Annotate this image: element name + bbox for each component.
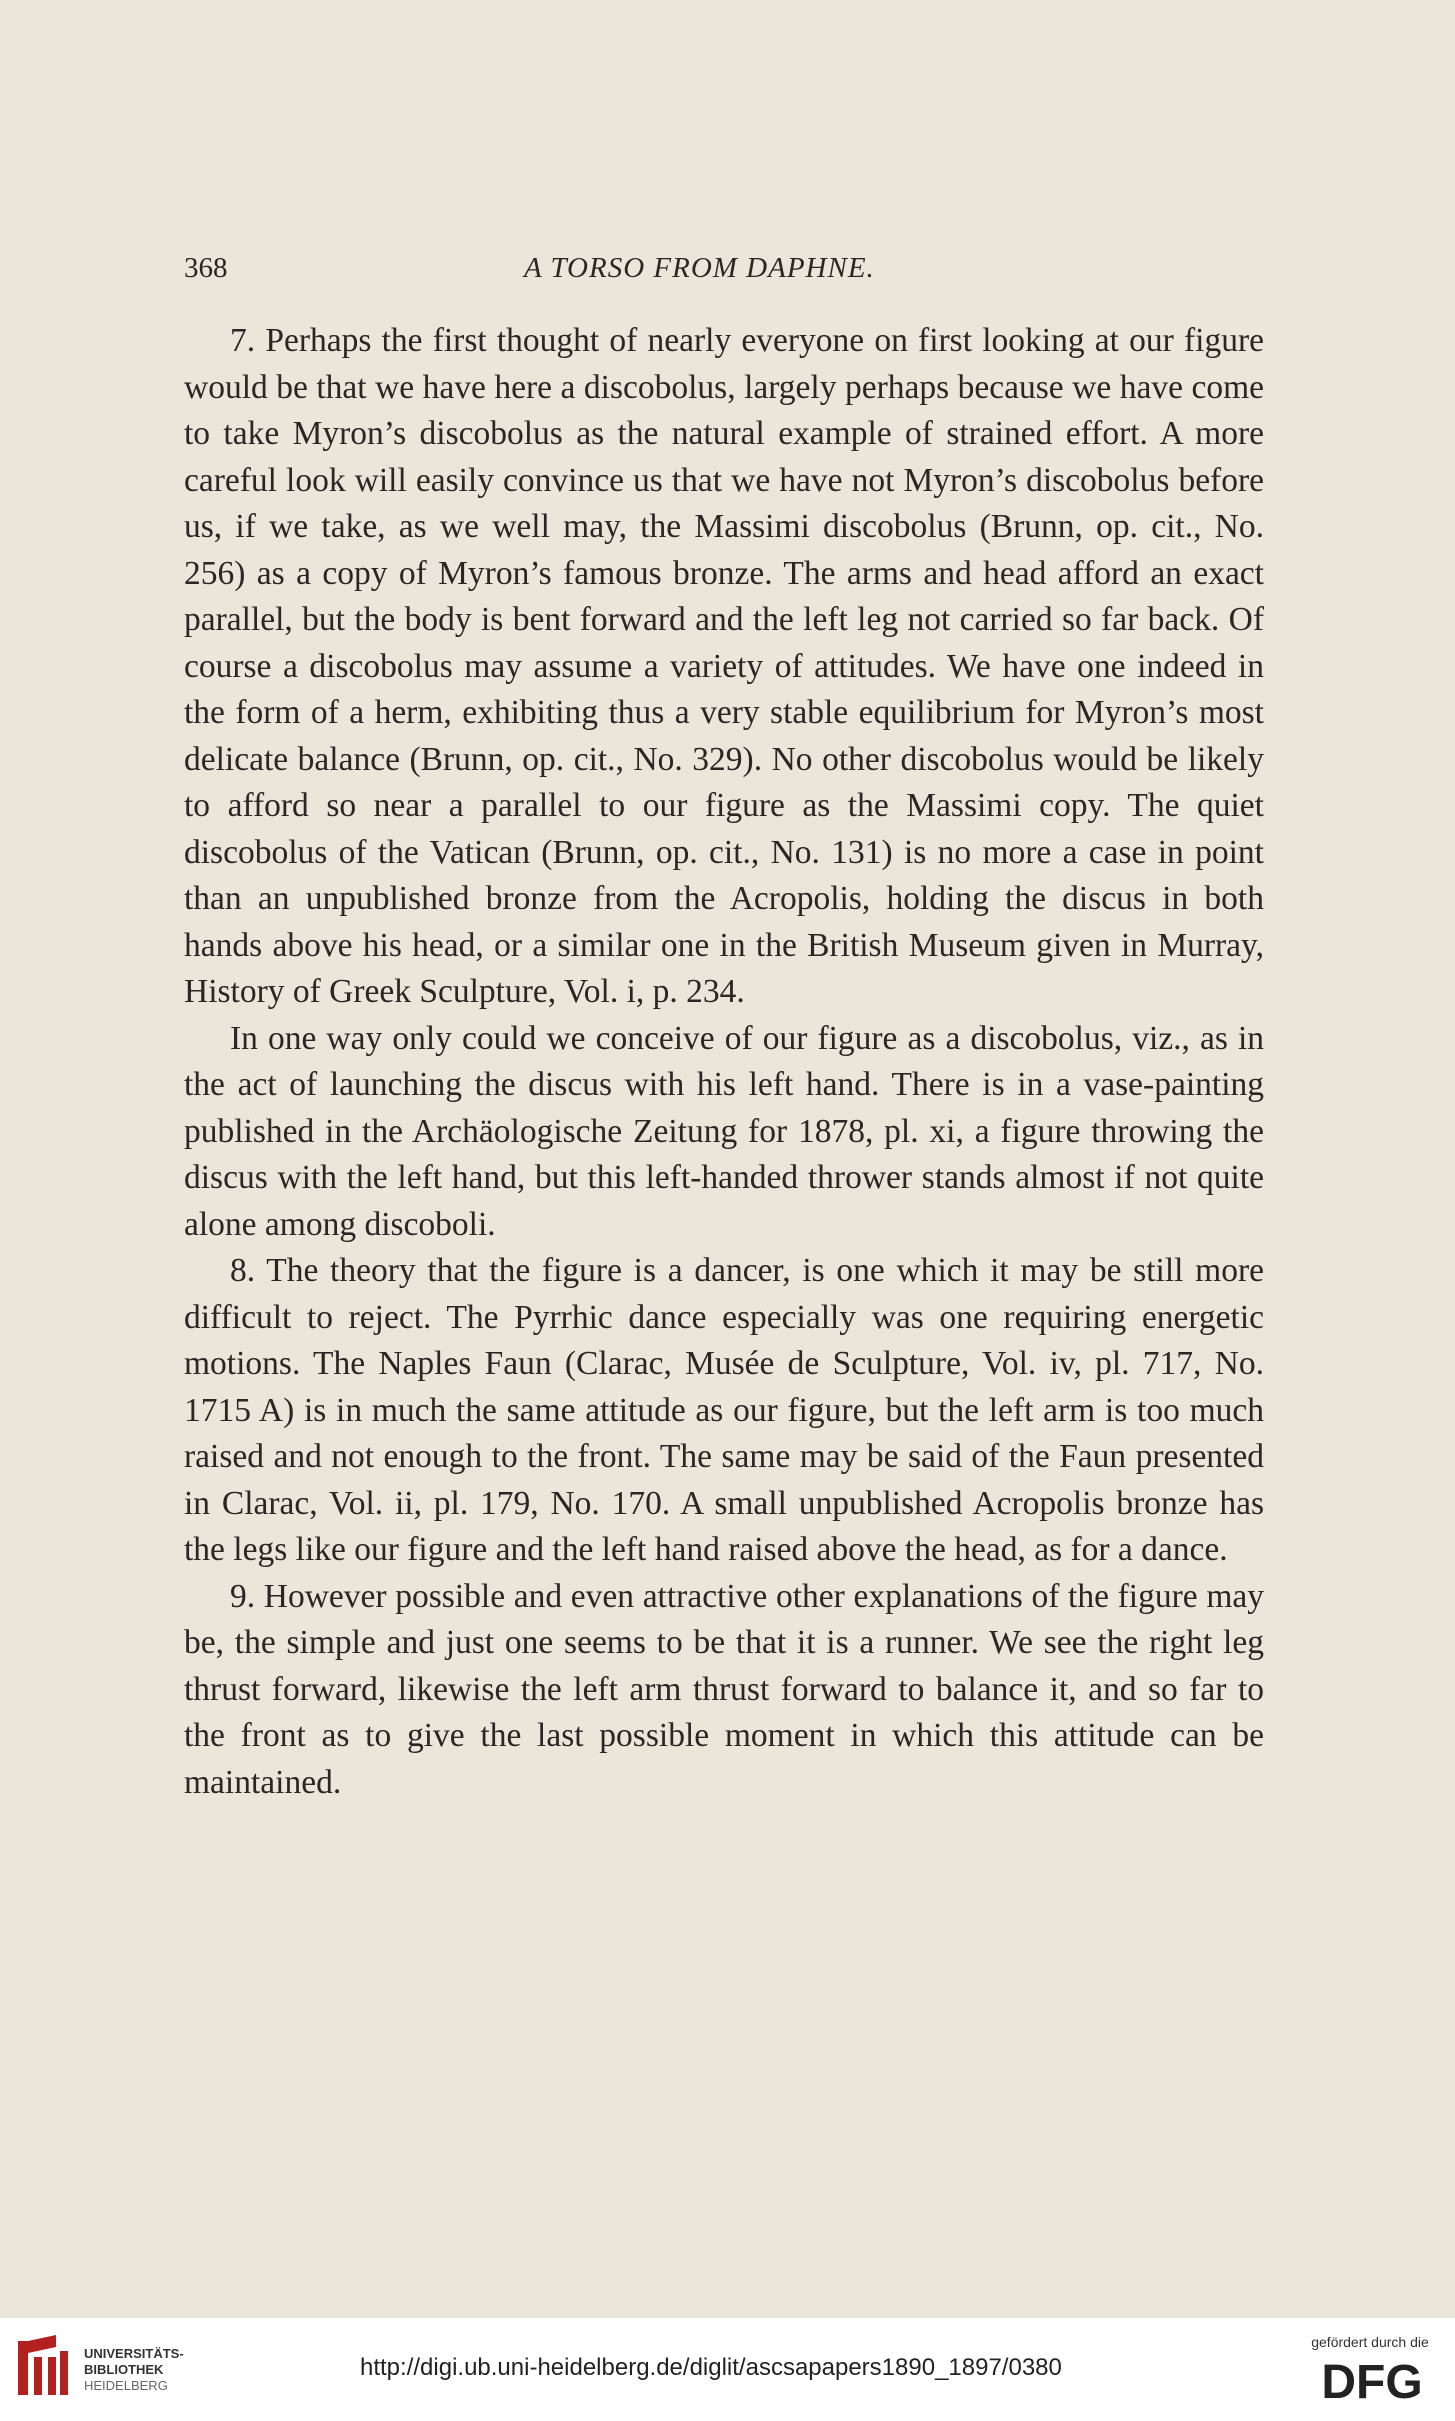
paragraph: In one way only could we conceive of our figure as a discobolus, viz., as in the act of launching the discus with his left hand. There is in a vase-painting published in the Archäologische Zeitung for 1878, pl. xi, a figure throwing the discus with the left hand, but this left-handed thrower stands almost if not quite alone among discoboli.: [184, 1019, 1264, 1243]
running-header: [184, 252, 1274, 292]
paragraph: 7. Perhaps the first thought of nearly everyone on first looking at our figure would be that we have here a discobolus, largely perhaps because we have come to take Myron’s discobolus as the natural example of strained effort. A more careful look will easily convince us that we have not Myron’s discobolus before us, if we take, as we well may, the Massimi discobolus (Brunn, op. cit., No. 256) as a copy of Myron’s famous bronze. The arms and head afford an exact parallel, but the body is bent forward and the left leg not carried so far back. Of course a discobolus may assume a variety of attitudes. We have one indeed in the form of a herm, exhibiting thus a very stable equilibrium for Myron’s most delicate balance (Brunn, op. cit., No. 329). No other discobolus would be likely to afford so near a parallel to our figure as the Massimi copy. The quiet discobolus of the Vatican (Brunn, op. cit., No. 131) is no more a case in point than an unpublished bronze from the Acropolis, holding the discus in both hands above his head, or a similar one in the British Museum given in Murray, History of Greek Sculpture, Vol. i, p. 234.: [184, 322, 1264, 1010]
source-url[interactable]: http://digi.ub.uni-heidelberg.de/diglit/ascsapapers1890_1897/0380: [360, 2354, 1062, 2381]
paragraph: 9. However possible and even attractive other explanations of the figure may be, the simple and just one seems to be that it is a runner. We see the right leg thrust forward, likewise the left arm thrust forward to balance it, and so far to the front as to give the last possible moment in which this attitude can be maintained.: [184, 1577, 1264, 1801]
body-text: [184, 318, 1264, 1806]
paragraph: 8. The theory that the figure is a dancer, is one which it may be still more difficult to reject. The Pyrrhic dance especially was one requiring energetic motions. The Naples Faun (Clarac, Musée de Sculpture, Vol. iv, pl. 717, No. 1715 A) is in much the same attitude as our figure, but the left arm is too much raised and not enough to the front. The same may be said of the Faun presented in Clarac, Vol. ii, pl. 179, No. 170. A small unpublished Acropolis bronze has the legs like our figure and the left hand raised above the head, as for a dance.: [184, 1252, 1264, 1568]
funding-caption: gefördert durch die: [1311, 2334, 1429, 2350]
digitization-footer: [0, 2318, 1455, 2421]
dfg-logo: [1298, 2356, 1446, 2404]
library-name-line: HEIDELBERG: [84, 2378, 168, 2393]
running-title: A TORSO FROM DAPHNE.: [524, 252, 875, 284]
library-name: [84, 2346, 224, 2394]
dfg-logo-text: DFG: [1321, 2356, 1423, 2404]
library-name-line: UNIVERSITÄTS-: [84, 2346, 184, 2361]
library-name-line: BIBLIOTHEK: [84, 2362, 164, 2377]
page-number: 368: [184, 252, 228, 284]
library-logo-icon: [14, 2333, 74, 2401]
